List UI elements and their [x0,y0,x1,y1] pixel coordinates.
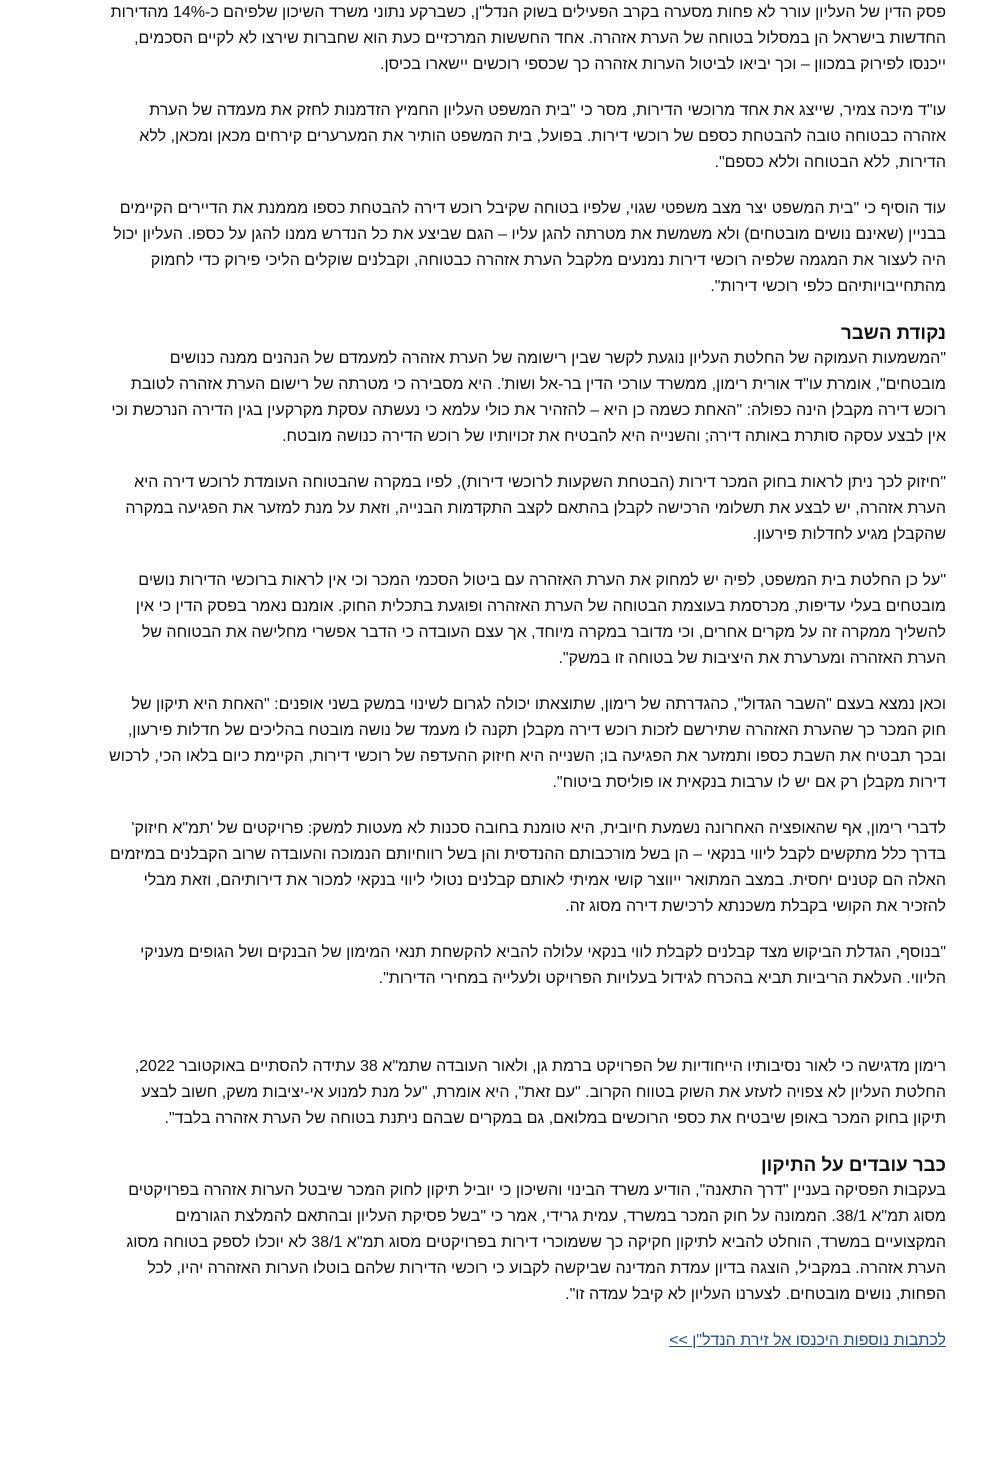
section-heading-amendment: כבר עובדים על התיקון [761,1154,946,1175]
article-paragraph-6: "על כן החלטת בית המשפט, לפיה יש למחוק את הערת האזהרה עם ביטול הסכמי המכר וכי אין לראות ברוכשי הדירות נושים מובטחים בעלי עדיפות, מכרסמת בעוצמת הבטוחה של הערת האזהרה ופוגעת בתכלית החוק. אומנם נאמר בפסק הדין כי אין להשליך ממקרה זה על מקרים אחרים, וכי מדובר במקרה מיוחד, אך עצם העובדה כי הדבר אפשרי מחלישה את הבטוחה של הערת האזהרה ומערערת את היציבות של בטוחה זו במשק". [135,572,946,667]
article-paragraph-4: "המשמעות העמוקה של החלטת העליון נוגעת לקשר שבין רישומה של הערת אזהרה למעמדם של הנהנים ממנה כנושים מובטחים", אומרת עו"ד אורית רימון, ממשרד עורכי הדין בר-אל ושות'. היא מסבירה כי מטרתה של רישום הערת אזהרה לטובת רוכש דירה מקבלן הינה כפולה: "האחת כשמה כן היא – להזהיר את כולי עלמא כי נעשתה עסקת מקרקעין בגין הדירה הנרכשת וכי אין לבצע עסקה סותרת באותה דירה; והשנייה היא להבטיח את זכויותיו של רוכש הדירה כנושה מובטח. [111,350,946,445]
article-paragraph-9: "בנוסף, הגדלת הביקוש מצד קבלנים לקבלת לווי בנקאי עלולה להביא להקשחת תנאי המימון של הבנקים ושל הגופים מעניקי הליווי. העלאת הריביות תביא בהכרח לגידול בעלויות הפרויקט ולעלייה במחירי הדירות". [140,944,946,987]
article-paragraph-5: "חיזוק לכך ניתן לראות בחוק המכר דירות (הבטחת השקעות לרוכשי דירות), לפיו במקרה שהבטוחה העומדת לרוכש דירה היא הערת אזהרה, יש לבצע את תשלומי הרכישה לקבלן בהתאם לקצב התקדמות הבנייה, וזאת על מנת למזער את הפגיעה במקרה שהקבלן מגיע לחדלות פירעון. [125,474,946,543]
article-paragraph-10: רימון מדגישה כי לאור נסיבותיו הייחודיות של הפרויקט ברמת גן, ולאור העובדה שתמ"א 38 עתידה להסתיים באוקטובר 2022, החלטת העליון לא צפויה לזעזע את השוק בטווח הקרוב. "עם זאת", היא אומרת, "על מנת למנוע אי-יציבות משק, חשוב לבצע תיקון בחוק המכר באופן שיבטיח את כספי הרוכשים במלואם, גם במקרים שבהם ניתנת בטוחה של הערת אזהרה בלבד". [134,1058,946,1127]
article-paragraph-2: עו"ד מיכה צמיר, שייצג את אחד מרוכשי הדירות, מסר כי "בית המשפט העליון החמיץ הזדמנות לחזק את מעמדה של הערת אזהרה כבטוחה טובה להבטחת כספם של רוכשי דירות. בפועל, בית המשפט הותיר את המערערים קירחים מכאן ומכאן, ללא הדירות, ללא הבטוחה וללא כספם". [139,102,946,171]
more-articles-link[interactable]: לכתבות נוספות היכנסו אל זירת הנדל"ן >> [669,1332,946,1349]
article-paragraph-11: בעקבות הפסיקה בעניין "דרך התאנה", הודיע משרד הבינוי והשיכון כי יוביל תיקון לחוק המכר שיבטל הערות אזהרה בפרויקטים מסוג תמ"א 38/1. הממונה על חוק המכר במשרד, עמית גרידי, אמר כי "בשל פסיקת העליון ובהתאם להמלצת הגורמים המקצועיים במשרד, הוחלט להביא לתיקון חקיקה כך ששמוכרי דירות בפרויקטים מסוג תמ"א 38/1 לא יוכלו לספק בטוחה מסוג הערת אזהרה. במקביל, הוצגה בדיון עמדת המדינה שביקשה לקבוע כי רוכשי הדירות שלהם בוטלו הערות האזהרה יהיו, לכל הפחות, נושים מובטחים. לצערנו העליון לא קיבל עמדה זו". [126,1182,946,1303]
article-body [104,0,946,1354]
article-paragraph-7: וכאן נמצא בעצם "השבר הגדול", כהגדרתה של רימון, שתוצאתו יכולה לגרום לשינוי במשק בשני אופנים: "האחת היא תיקון של חוק המכר כך שהערת האזהרה שתירשם לזכות רוכש דירה מקבלן תקנה לו מעמד של נושה מובטח בהליכים של חדלות פירעון, ובכך תבטיח את השבת כספו ותמזער את הפגיעה בו; השנייה היא חיזוק ההעדפה של רוכשי דירות, הקיימת כיום בלאו הכי, לרכוש דירות מקבלן רק אם יש לו ערבות בנקאית או פוליסת ביטוח". [109,696,946,791]
section-heading-breaking-point: נקודת השבר [841,322,946,343]
article-paragraph-1: פסק הדין של העליון עורר לא פחות מסערה בקרב הפעילים בשוק הנדל"ן, כשברקע נתוני משרד השיכון שלפיהם כ-14% מהדירות החדשות בישראל הן במסלול בטוחה של הערת אזהרה. אחד החששות המרכזיים כעת הוא שחברות שירצו לא לקיים הסכמים, ייכנסו לפירוק במכוון – וכך יביאו לביטול הערות אזהרה כך שכספי רוכשים יישארו בכיסן. [110,4,946,73]
spacer [104,1012,946,1054]
article-paragraph-8: לדברי רימון, אף שהאופציה האחרונה נשמעת חיובית, היא טומנת בחובה סכנות לא מעטות למשק: פרויקטים של 'תמ"א חיזוק' בדרך כלל מתקשים לקבל ליווי בנקאי – הן בשל מורכבותם ההנדסית והן בשל רווחיותם הנמוכה והעובדה שרוב הקבלנים במיזמים האלה הם קטנים יחסית. במצב המתואר ייווצר קושי אמיתי לאותם קבלנים נטולי ליווי בנקאי למכור את דירותיהם, וזאת מבלי להזכיר את הקושי בקבלת משכנתא לרכישת דירה מסוג זה. [109,820,946,915]
article-paragraph-3: עוד הוסיף כי "בית המשפט יצר מצב משפטי שגוי, שלפיו בטוחה שקיבל רוכש דירה להבטחת כספו מממנת את הדיירים הקיימים בבניין (שאינם נושים מובטחים) ולא משמשת את מטרתה להגן עליו – הגם שביצע את כל הנדרש ממנו להגן על כספו. העליון יכול היה לעצור את המגמה שלפיה רוכשי דירות נמנעים מלקבל הערת אזהרה כבטוחה, וקבלנים שוקלים הליכי פירוק כדי לחמוק מהתחייבויותיהם כלפי רוכשי דירות". [113,200,946,295]
